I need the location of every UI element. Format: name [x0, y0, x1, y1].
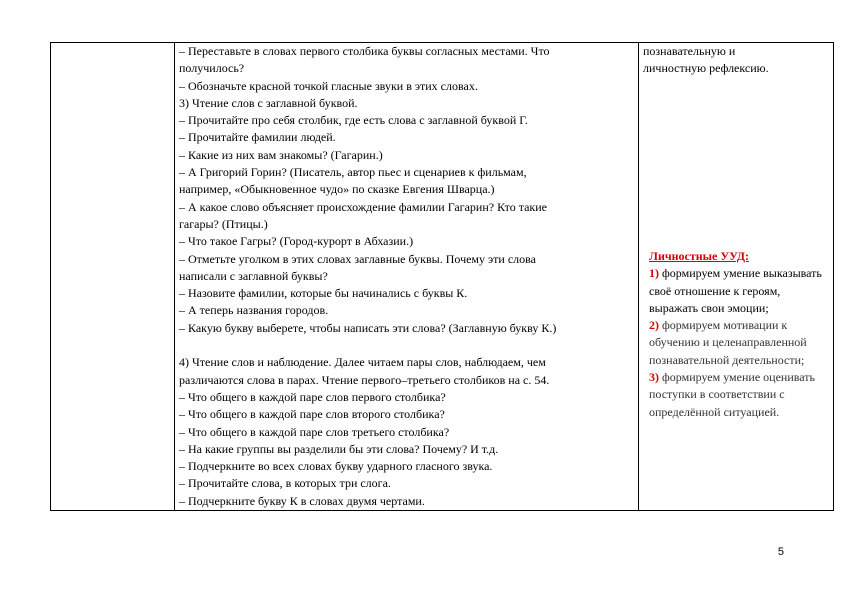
uud-item-text: формируем умение оценивать поступки в соответствии с определённой ситуацией. [649, 370, 815, 419]
uud-title: Личностные УУД: [649, 249, 750, 263]
stage-cell [51, 43, 175, 511]
text-line: – А Григорий Горин? (Писатель, автор пьес и сценариев к фильмам, [179, 165, 527, 180]
text-line: написали с заглавной буквы? [179, 268, 328, 283]
uud-item-text: формируем умение выказывать своё отношение к героям, выражать свои эмоции; [649, 266, 822, 315]
text-line: – Что общего в каждой паре слов первого столбика? [179, 389, 446, 404]
uud-top-line: познавательную и [643, 44, 736, 58]
text-line: 3) Чтение слов с заглавной буквой. [179, 95, 358, 110]
text-line: – Какую букву выберете, чтобы написать эти слова? (Заглавную букву К.) [179, 320, 557, 335]
blank-line [179, 337, 634, 354]
uud-item-text: формируем мотивации к обучению и целенаправленной познавательной деятельности; [649, 318, 807, 367]
text-line: – Обозначьте красной точкой гласные звуки в этих словах. [179, 78, 478, 93]
page-number: 5 [777, 546, 784, 558]
text-line: – Прочитайте про себя столбик, где есть слова с заглавной буквой Г. [179, 113, 528, 128]
text-line: – Что общего в каждой паре слов второго столбика? [179, 407, 445, 422]
table-row [51, 43, 834, 511]
uud-column [643, 43, 829, 500]
text-line: – А какое слово объясняет происхождение фамилии Гагарин? Кто такие [179, 199, 548, 214]
text-line: – Назовите фамилии, которые бы начинались с буквы К. [179, 286, 468, 301]
text-line: – Подчеркните во всех словах букву ударного гласного звука. [179, 459, 493, 474]
uud-cell [639, 43, 834, 511]
uud-item [649, 265, 831, 317]
text-line: – Прочитайте слова, в которых три слога. [179, 476, 391, 491]
text-line: гагары? (Птицы.) [179, 216, 268, 231]
uud-top-line: личностную рефлексию. [643, 61, 769, 76]
text-line: – А теперь названия городов. [179, 303, 329, 318]
text-line: получилось? [179, 61, 245, 76]
uud-item-number: 3) [649, 370, 659, 385]
text-line: например, «Обыкновенное чудо» по сказке Евгения Шварца.) [179, 182, 495, 197]
text-line: – Прочитайте фамилии людей. [179, 130, 336, 145]
uud-item [649, 317, 831, 369]
text-line: – Какие из них вам знакомы? (Гагарин.) [179, 147, 383, 162]
text-line: – Подчеркните букву К в словах двумя чертами. [179, 493, 425, 508]
lesson-table [50, 42, 834, 511]
text-line: различаются слова в парах. Чтение первого–третьего столбиков на с. 54. [179, 372, 550, 387]
text-line: 4) Чтение слов и наблюдение. Далее читаем пары слов, наблюдаем, чем [179, 355, 546, 370]
text-line: – На какие группы вы разделили бы эти слова? Почему? И т.д. [179, 441, 499, 456]
text-line: – Отметьте уголком в этих словах заглавные буквы. Почему эти слова [179, 251, 536, 266]
personal-uud-block [649, 248, 831, 421]
text-line: – Переставьте в словах первого столбика буквы согласных местами. Что [179, 44, 550, 58]
uud-item-number: 1) [649, 266, 659, 281]
teacher-activity-cell [175, 43, 639, 511]
uud-item-number: 2) [649, 318, 659, 333]
text-line: – Что такое Гагры? (Город-курорт в Абхазии.) [179, 234, 414, 249]
text-line: – Что общего в каждой паре слов третьего столбика? [179, 424, 450, 439]
uud-item [649, 369, 831, 421]
